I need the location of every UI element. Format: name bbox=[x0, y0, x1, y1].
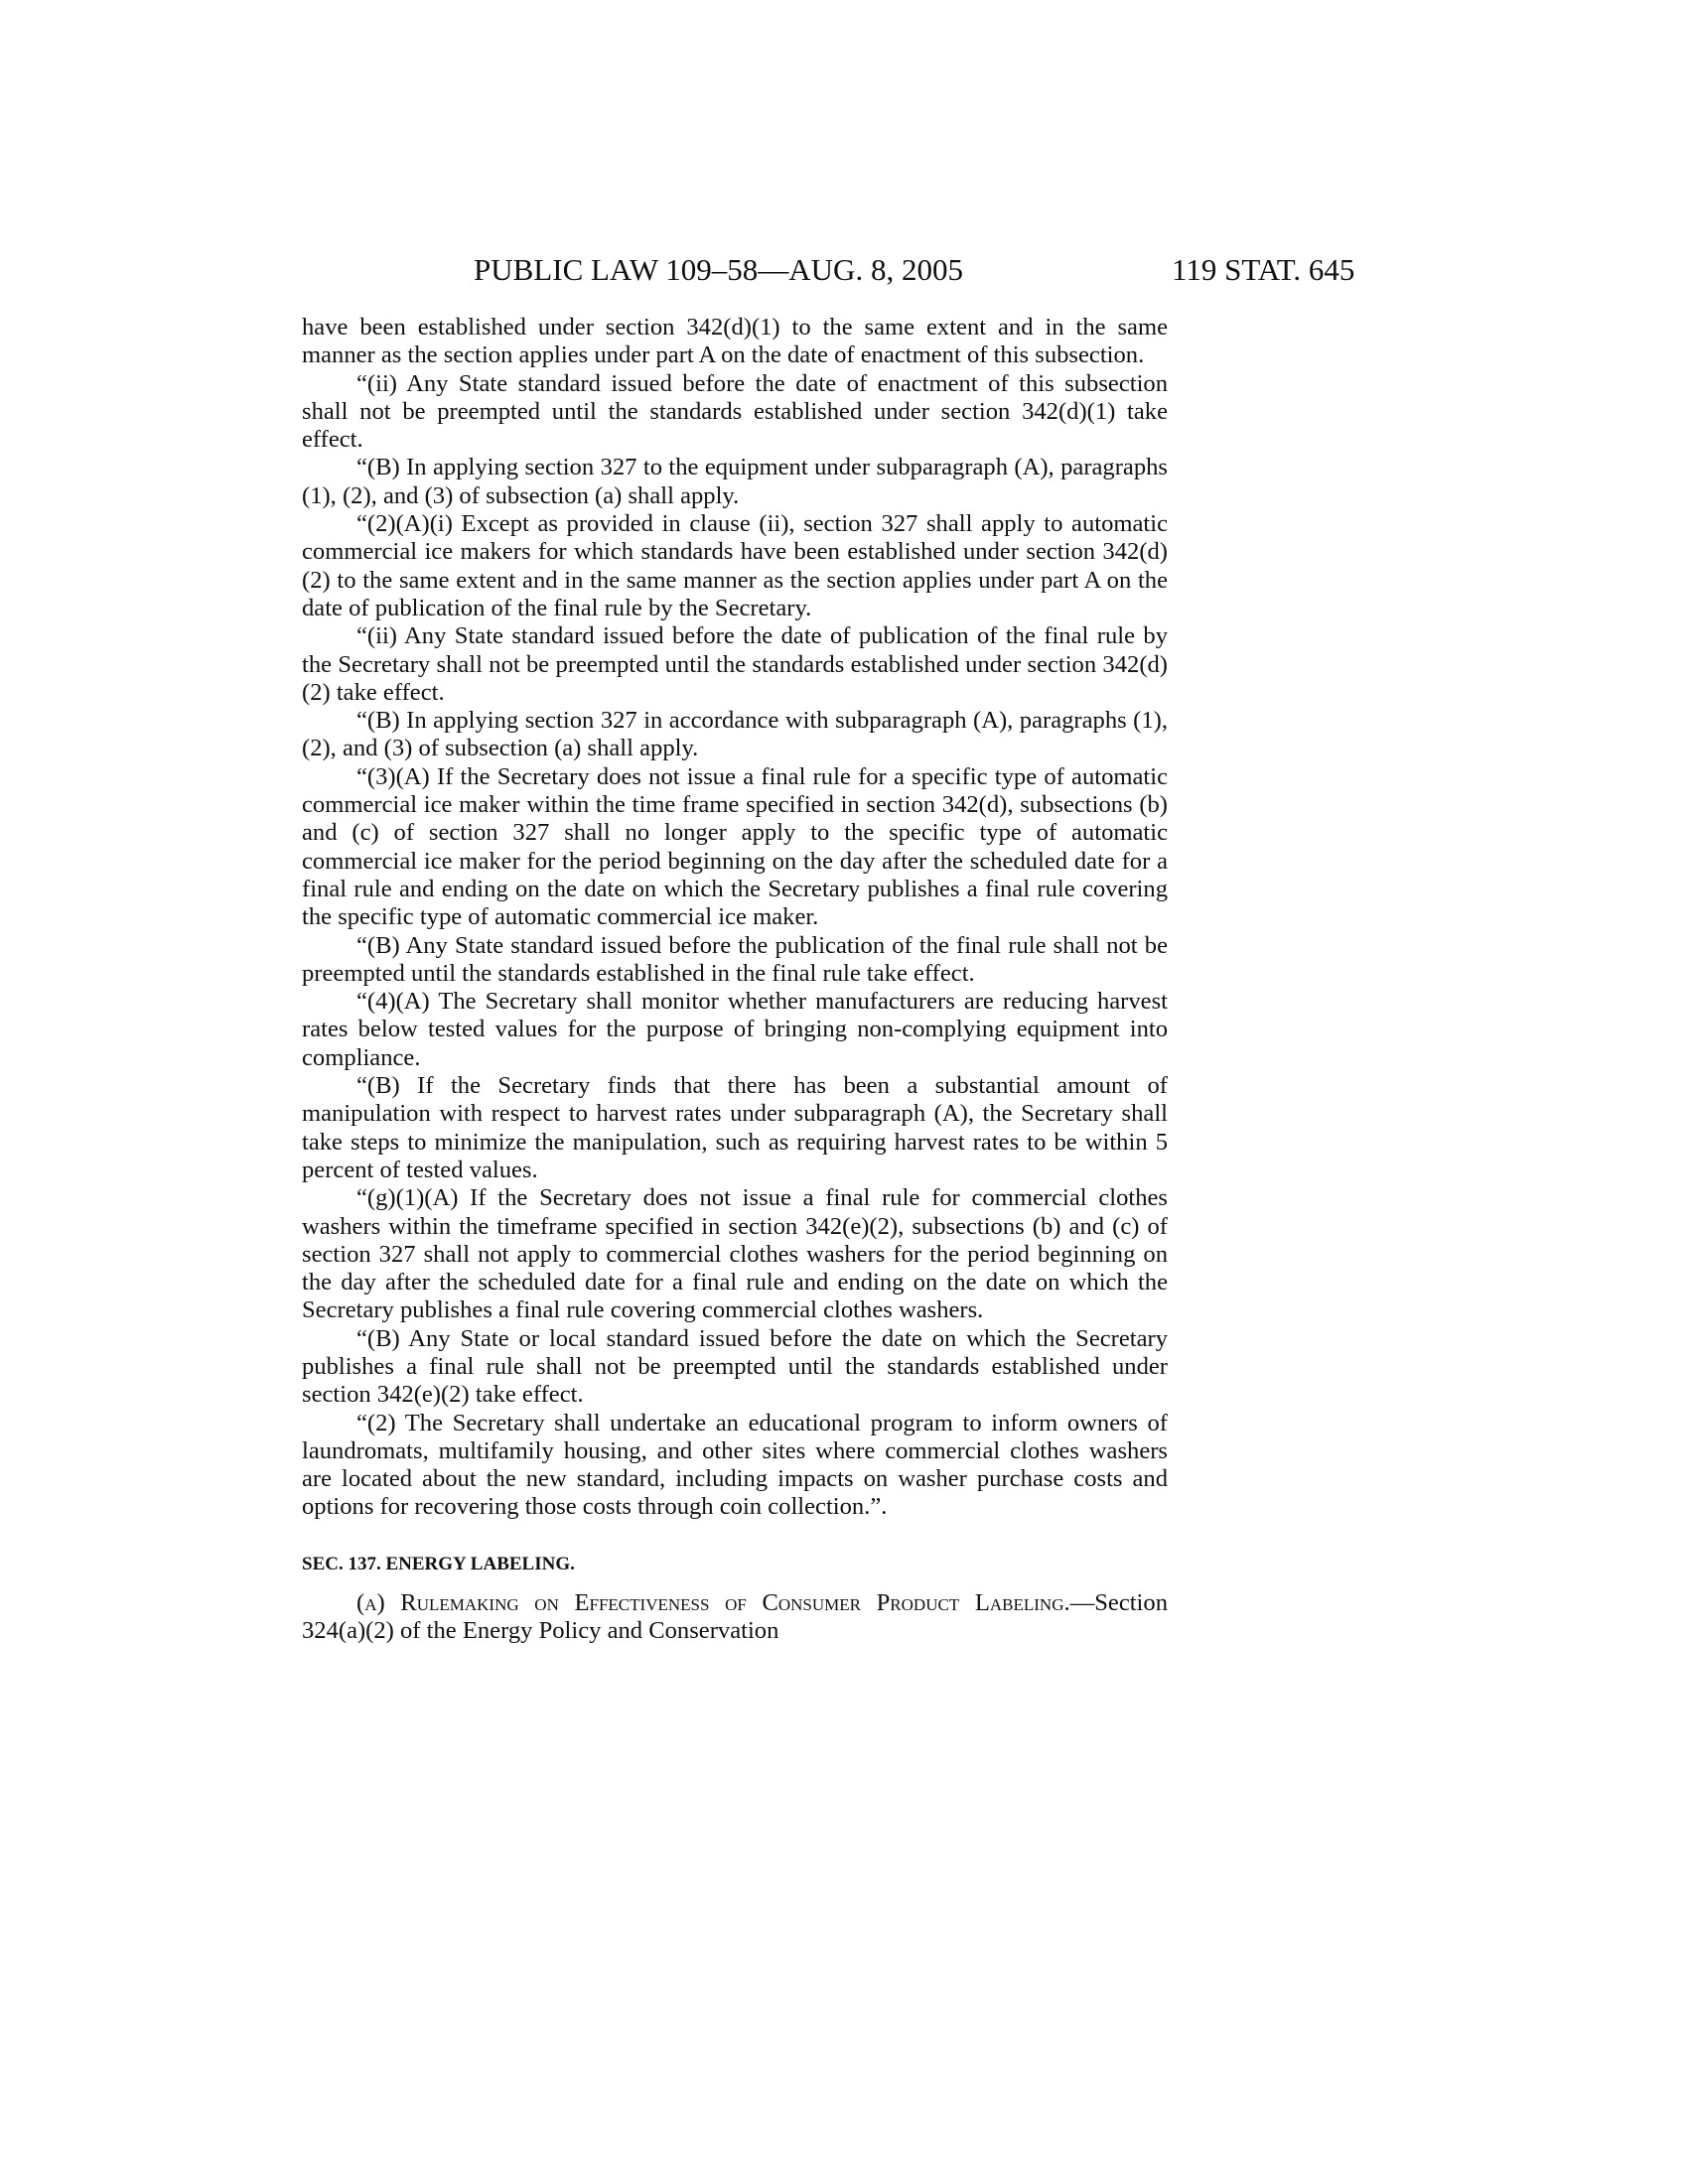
subsection-label: (a) Rulemaking on Effectiveness of Consumer Product Labeling. bbox=[356, 1588, 1070, 1616]
section-heading: SEC. 137. ENERGY LABELING. bbox=[302, 1553, 575, 1574]
paragraph: “(B) Any State standard issued before the publication of the final rule shall not be preempted until the standards established in the final rule take effect. bbox=[302, 931, 1168, 987]
running-header bbox=[298, 250, 1375, 290]
stat-page-number: 119 STAT. 645 bbox=[1172, 252, 1355, 287]
body-text bbox=[302, 314, 1168, 1645]
paragraph: “(B) In applying section 327 to the equipment under subparagraph (A), paragraphs (1), (2), and (3) of subsection (a) shall apply. bbox=[302, 454, 1168, 509]
paragraph: “(B) If the Secretary finds that there has been a substantial amount of manipulation with respect to harvest rates under subparagraph (A), the Secretary shall take steps to minimize the manipulation, such as requiring harvest rates to be within 5 percent of tested values. bbox=[302, 1072, 1168, 1183]
running-title: PUBLIC LAW 109–58—AUG. 8, 2005 bbox=[474, 252, 963, 287]
subsection-text: —Section 324(a)(2) of the Energy Policy and Conservation bbox=[302, 1588, 1168, 1645]
paragraph: “(2) The Secretary shall undertake an educational program to inform owners of laundromats, multifamily housing, and other sites where commercial clothes washers are located about the new standard, including impacts on washer purchase costs and options for recovering those costs through coin collection.”. bbox=[302, 1409, 1168, 1521]
paragraph: “(B) Any State or local standard issued before the date on which the Secretary publishes a final rule shall not be preempted until the standards established under section 342(e)(2) take effect. bbox=[302, 1324, 1168, 1409]
paragraph: “(B) In applying section 327 in accordance with subparagraph (A), paragraphs (1), (2), and (3) of subsection (a) shall apply. bbox=[302, 707, 1168, 762]
paragraph: “(g)(1)(A) If the Secretary does not issue a final rule for commercial clothes washers within the timeframe specified in section 342(e)(2), subsections (b) and (c) of section 327 shall not apply to commercial clothes washers for the period beginning on the day after the scheduled date for a final rule and ending on the date on which the Secretary publishes a final rule covering commercial clothes washers. bbox=[302, 1184, 1168, 1324]
subsection-paragraph bbox=[302, 1589, 1168, 1646]
paragraph: “(ii) Any State standard issued before the date of publication of the final rule by the Secretary shall not be preempted until the standards established under section 342(d)(2) take effect. bbox=[302, 622, 1168, 706]
paragraph: “(ii) Any State standard issued before the date of enactment of this subsection shall not be preempted until the standards established under section 342(d)(1) take effect. bbox=[302, 369, 1168, 454]
paragraph: “(2)(A)(i) Except as provided in clause (ii), section 327 shall apply to automatic commercial ice makers for which standards have been established under section 342(d)(2) to the same extent and in the same manner as the section applies under part A on the date of publication of the final rule by the Secretary. bbox=[302, 510, 1168, 621]
paragraph: “(3)(A) If the Secretary does not issue a final rule for a specific type of automatic commercial ice maker within the time frame specified in section 342(d), subsections (b) and (c) of section 327 shall no longer apply to the specific type of automatic commercial ice maker for the period beginning on the day after the scheduled date for a final rule and ending on the date on which the Secretary publishes a final rule covering the specific type of automatic commercial ice maker. bbox=[302, 762, 1168, 931]
paragraph: have been established under section 342(d)(1) to the same extent and in the same manner as the section applies under part A on the date of enactment of this subsection. bbox=[302, 314, 1168, 369]
paragraph: “(4)(A) The Secretary shall monitor whether manufacturers are reducing harvest rates below tested values for the purpose of bringing non-complying equipment into compliance. bbox=[302, 988, 1168, 1071]
